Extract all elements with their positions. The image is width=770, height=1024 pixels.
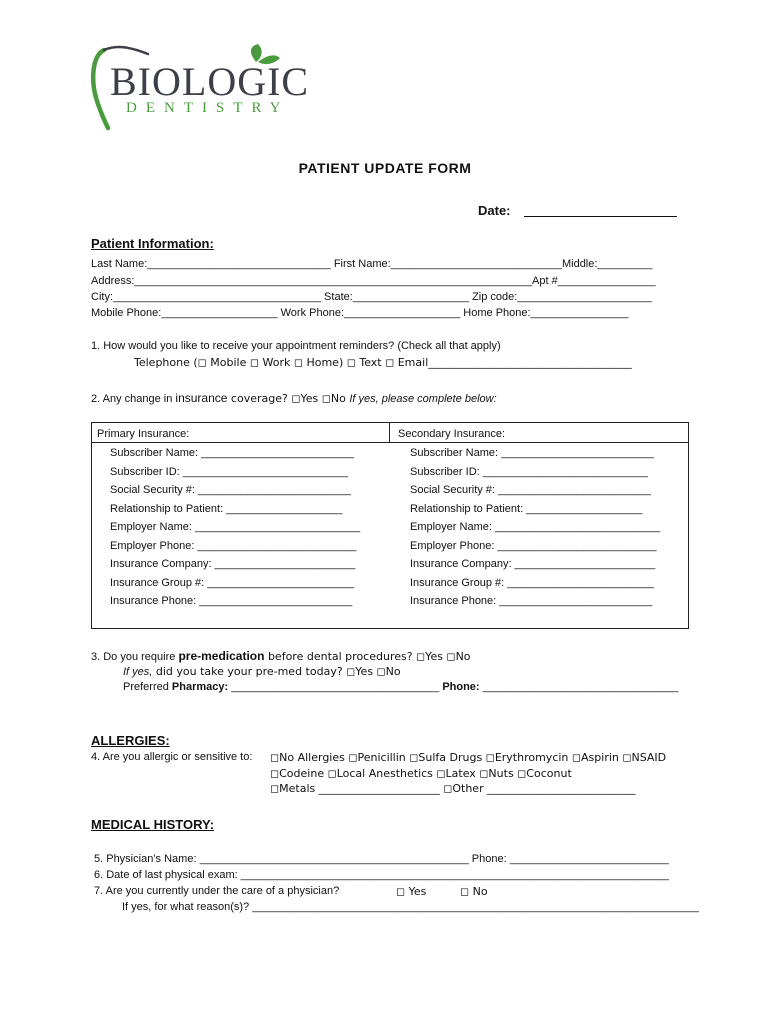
physician-name-row[interactable]: 5. Physician’s Name: ____________________________________________ Phone: __________________________ bbox=[94, 853, 669, 865]
premedication-question[interactable] bbox=[91, 649, 471, 663]
secondary-insurance-group[interactable]: Insurance Group #: ________________________ bbox=[410, 577, 655, 589]
pharmacy-prefix: Preferred bbox=[123, 681, 172, 693]
city-row[interactable]: City:__________________________________ State:___________________ Zip code:______________________ bbox=[91, 291, 652, 303]
primary-insurance-company[interactable]: Insurance Company: _______________________ bbox=[110, 558, 356, 570]
pharmacy-row[interactable] bbox=[123, 681, 678, 693]
primary-ssn[interactable]: Social Security #: _________________________ bbox=[110, 484, 351, 496]
primary-employer-name[interactable]: Employer Name: ___________________________ bbox=[110, 521, 361, 533]
insurance-column-divider bbox=[389, 422, 390, 442]
allergies-options-line1[interactable]: ◻No Allergies ◻Penicillin ◻Sulfa Drugs ◻Erythromycin ◻Aspirin ◻NSAID bbox=[270, 751, 667, 764]
primary-insurance-phone[interactable]: Insurance Phone: _________________________ bbox=[110, 595, 353, 607]
medical-history-heading: MEDICAL HISTORY: bbox=[91, 817, 215, 832]
q3-options[interactable]: before dental procedures? ◻Yes ◻No bbox=[264, 650, 471, 663]
allergies-options-line3[interactable]: ◻Metals ______________________ ◻Other ___________________________ bbox=[270, 782, 636, 795]
primary-relationship[interactable]: Relationship to Patient: ___________________ bbox=[110, 503, 343, 515]
q3-prefix: 3. Do you require bbox=[91, 651, 179, 663]
logo-name-top: BIOLOGIC bbox=[110, 59, 310, 104]
care-reason-row[interactable]: If yes, for what reason(s)? _________________________________________________________________________ bbox=[122, 901, 699, 913]
premed-today-question[interactable] bbox=[123, 665, 401, 678]
q2-note: If yes, please complete below: bbox=[349, 393, 497, 405]
name-row[interactable]: Last Name:______________________________ First Name:____________________________Middle:_________ bbox=[91, 258, 653, 270]
pharmacy-phone-label: Phone: bbox=[442, 681, 480, 693]
patient-info-heading: Patient Information: bbox=[91, 236, 214, 251]
secondary-insurance-phone[interactable]: Insurance Phone: _________________________ bbox=[410, 595, 653, 607]
insurance-header-divider bbox=[91, 442, 689, 443]
secondary-subscriber-name[interactable]: Subscriber Name: _________________________ bbox=[410, 447, 655, 459]
pharmacy-phone-field[interactable]: ________________________________ bbox=[479, 681, 679, 693]
insurance-change-question[interactable] bbox=[91, 391, 497, 405]
reminders-options[interactable]: Telephone (◻ Mobile ◻ Work ◻ Home) ◻ Text ◻ Email_____________________________________ bbox=[134, 356, 632, 369]
q3-sub-italic: If yes, bbox=[123, 666, 153, 678]
form-title: PATIENT UPDATE FORM bbox=[298, 160, 472, 176]
secondary-insurance-company[interactable]: Insurance Company: _______________________ bbox=[410, 558, 656, 570]
date-field[interactable] bbox=[524, 200, 677, 217]
under-care-no[interactable]: ◻ No bbox=[460, 885, 488, 898]
reminders-question: 1. How would you like to receive your appointment reminders? (Check all that apply) bbox=[91, 340, 501, 352]
primary-employer-phone[interactable]: Employer Phone: __________________________ bbox=[110, 540, 357, 552]
logo-name-bottom: DENTISTRY bbox=[126, 100, 290, 116]
under-care-yes[interactable]: ◻ Yes bbox=[396, 885, 427, 898]
phone-row[interactable]: Mobile Phone:___________________ Work Phone:___________________ Home Phone:________________ bbox=[91, 307, 629, 319]
secondary-relationship[interactable]: Relationship to Patient: ___________________ bbox=[410, 503, 643, 515]
secondary-ssn[interactable]: Social Security #: _________________________ bbox=[410, 484, 651, 496]
q3-sub-options[interactable]: did you take your pre-med today? ◻Yes ◻No bbox=[152, 665, 401, 678]
secondary-employer-phone[interactable]: Employer Phone: __________________________ bbox=[410, 540, 657, 552]
primary-insurance-header: Primary Insurance: bbox=[97, 428, 190, 440]
q3-keyword: pre-medication bbox=[178, 649, 265, 663]
allergies-options-line2[interactable]: ◻Codeine ◻Local Anesthetics ◻Latex ◻Nuts ◻Coconut bbox=[270, 767, 572, 780]
pharmacy-label: Pharmacy: bbox=[171, 681, 229, 693]
secondary-employer-name[interactable]: Employer Name: ___________________________ bbox=[410, 521, 661, 533]
secondary-insurance-header: Secondary Insurance: bbox=[398, 428, 506, 440]
secondary-subscriber-id[interactable]: Subscriber ID: ___________________________ bbox=[410, 466, 648, 478]
date-label: Date: bbox=[478, 203, 511, 218]
primary-subscriber-id[interactable]: Subscriber ID: ___________________________ bbox=[110, 466, 348, 478]
allergies-heading: ALLERGIES: bbox=[91, 733, 170, 748]
primary-subscriber-name[interactable]: Subscriber Name: _________________________ bbox=[110, 447, 355, 459]
under-care-question: 7. Are you currently under the care of a physician? bbox=[94, 885, 340, 897]
q2-options[interactable]: coverage? ◻Yes ◻No bbox=[227, 392, 350, 405]
primary-insurance-group[interactable]: Insurance Group #: ________________________ bbox=[110, 577, 355, 589]
last-physical-row[interactable]: 6. Date of last physical exam: ______________________________________________________________________ bbox=[94, 869, 669, 881]
address-row[interactable]: Address:_________________________________________________________________Apt #________________ bbox=[91, 275, 656, 287]
allergies-question: 4. Are you allergic or sensitive to: bbox=[91, 751, 253, 763]
pharmacy-field[interactable]: __________________________________ bbox=[228, 681, 443, 693]
q2-prefix: 2. Any change in bbox=[91, 393, 176, 405]
q2-keyword: insurance bbox=[175, 391, 228, 405]
